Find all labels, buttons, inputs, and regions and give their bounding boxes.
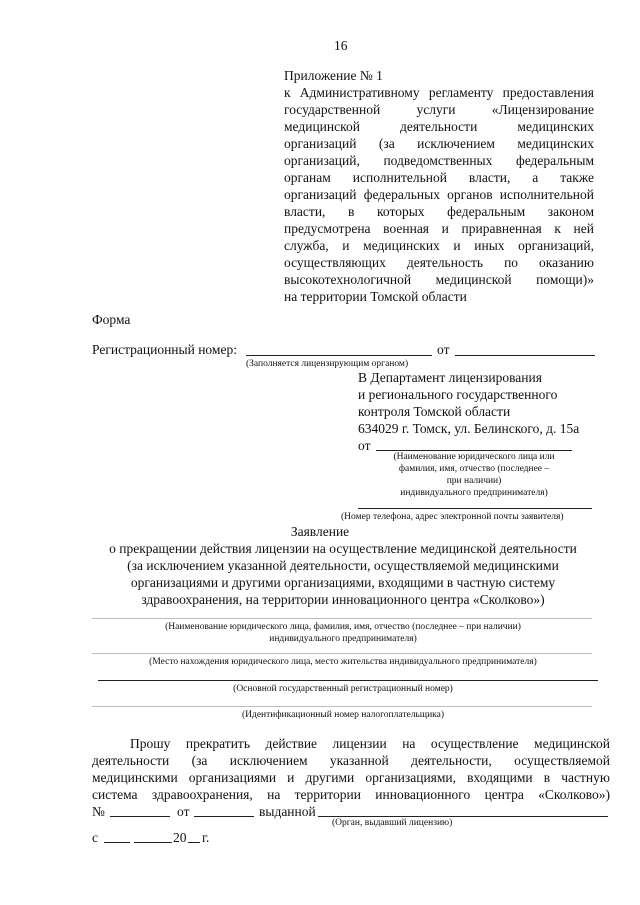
applicant-note-line: (Наименование юридического лица или bbox=[393, 452, 555, 462]
applicant-note-line: индивидуального предпринимателя) bbox=[400, 488, 548, 498]
license-number-label: № bbox=[92, 804, 105, 819]
recipient-line: В Департамент лицензирования bbox=[358, 370, 542, 385]
recipient-from-label: от bbox=[358, 438, 371, 453]
body-line: деятельности (за исключением указанной деятельности, осуществляемой bbox=[92, 753, 610, 768]
appendix-line: служба, и медицинских и иных организаций, bbox=[284, 238, 594, 253]
license-number-field[interactable] bbox=[110, 816, 170, 817]
date-day-field[interactable] bbox=[104, 842, 130, 843]
statement-subtitle-line: (за исключением указанной деятельности, осуществляемой медицинскими bbox=[127, 558, 559, 573]
appendix-line: осуществляющих деятельность по оказанию bbox=[284, 255, 594, 270]
registration-label: Регистрационный номер: bbox=[92, 342, 237, 357]
date-year-field[interactable] bbox=[188, 842, 200, 843]
inn-field[interactable] bbox=[92, 706, 592, 707]
appendix-line: к Административному регламенту предоставления bbox=[284, 85, 594, 100]
appendix-line: организаций федеральных органов исполнительной bbox=[284, 187, 594, 202]
appendix-line: на территории Томской области bbox=[284, 289, 467, 304]
appendix-line: организаций (за исключением медицинских bbox=[284, 136, 594, 151]
appendix-line: медицинской деятельности медицинских bbox=[284, 119, 594, 134]
form-label: Форма bbox=[92, 312, 131, 327]
applicant-name-field[interactable] bbox=[376, 450, 572, 451]
registration-from-label: от bbox=[437, 342, 450, 357]
inn-note: (Идентификационный номер налогоплательщика) bbox=[241, 710, 445, 720]
license-issuer-note: (Орган, выдавший лицензию) bbox=[332, 818, 453, 828]
appendix-line: организаций, подведомственных федеральным bbox=[284, 153, 594, 168]
statement-subtitle-line: организациями и другими организациями, входящими в частную систему bbox=[130, 575, 556, 590]
recipient-line: контроля Томской области bbox=[358, 404, 511, 419]
statement-subtitle-line: о прекращении действия лицензии на осуществление медицинской деятельности bbox=[109, 541, 577, 556]
recipient-line: и регионального государственного bbox=[358, 387, 558, 402]
statement-subtitle-line: здравоохранения, на территории инновационного центра «Сколково») bbox=[141, 592, 545, 607]
date-prefix: с bbox=[92, 830, 98, 845]
applicant-contact-field[interactable] bbox=[358, 508, 592, 509]
applicant-note-line: при наличии) bbox=[446, 476, 502, 486]
registration-date-field[interactable] bbox=[455, 355, 595, 356]
date-month-field[interactable] bbox=[134, 842, 172, 843]
location-field[interactable] bbox=[92, 653, 592, 654]
statement-title: Заявление bbox=[290, 524, 350, 539]
body-line: система здравоохранения, на территории инновационного центра «Сколково») bbox=[92, 787, 610, 802]
license-issuer-field[interactable] bbox=[318, 816, 608, 817]
applicant-contact-note: (Номер телефона, адрес электронной почты заявителя) bbox=[341, 512, 564, 522]
registration-number-field[interactable] bbox=[246, 355, 432, 356]
body-line: медицинскими организациями и другими организациями, входящими в частную bbox=[92, 770, 610, 785]
license-issued-label: выданной bbox=[259, 804, 316, 819]
appendix-title: Приложение № 1 bbox=[284, 68, 383, 83]
page-number: 16 bbox=[334, 38, 348, 53]
body-line: Прошу прекратить действие лицензии на осуществление медицинской bbox=[130, 736, 610, 751]
recipient-line: 634029 г. Томск, ул. Белинского, д. 15а bbox=[358, 421, 580, 436]
appendix-line: высокотехнологичной медицинской помощи)» bbox=[284, 272, 594, 287]
date-year-prefix: 20 bbox=[173, 830, 187, 845]
date-suffix: г. bbox=[202, 830, 210, 845]
applicant-note-line: фамилия, имя, отчество (последнее – bbox=[398, 464, 550, 474]
appendix-line: власти, в которых федеральным законом bbox=[284, 204, 594, 219]
appendix-line: государственной услуги «Лицензирование bbox=[284, 102, 594, 117]
license-date-field[interactable] bbox=[194, 816, 254, 817]
applicant-full-name-note: (Наименование юридического лица, фамилия, имя, отчество (последнее – при наличии) bbox=[165, 622, 521, 632]
registration-note: (Заполняется лицензирующим органом) bbox=[246, 359, 409, 369]
license-from-label: от bbox=[177, 804, 190, 819]
appendix-line: органам исполнительной власти, а также bbox=[284, 170, 594, 185]
applicant-full-name-note: индивидуального предпринимателя) bbox=[269, 634, 417, 644]
location-note: (Место нахождения юридического лица, место жительства индивидуального предпринимателя) bbox=[149, 657, 537, 667]
ogrn-note: (Основной государственный регистрационный номер) bbox=[233, 684, 453, 694]
appendix-line: предусмотрена военная и приравненная к ней bbox=[284, 221, 594, 236]
applicant-full-name-field[interactable] bbox=[92, 618, 592, 619]
ogrn-field[interactable] bbox=[98, 680, 598, 681]
